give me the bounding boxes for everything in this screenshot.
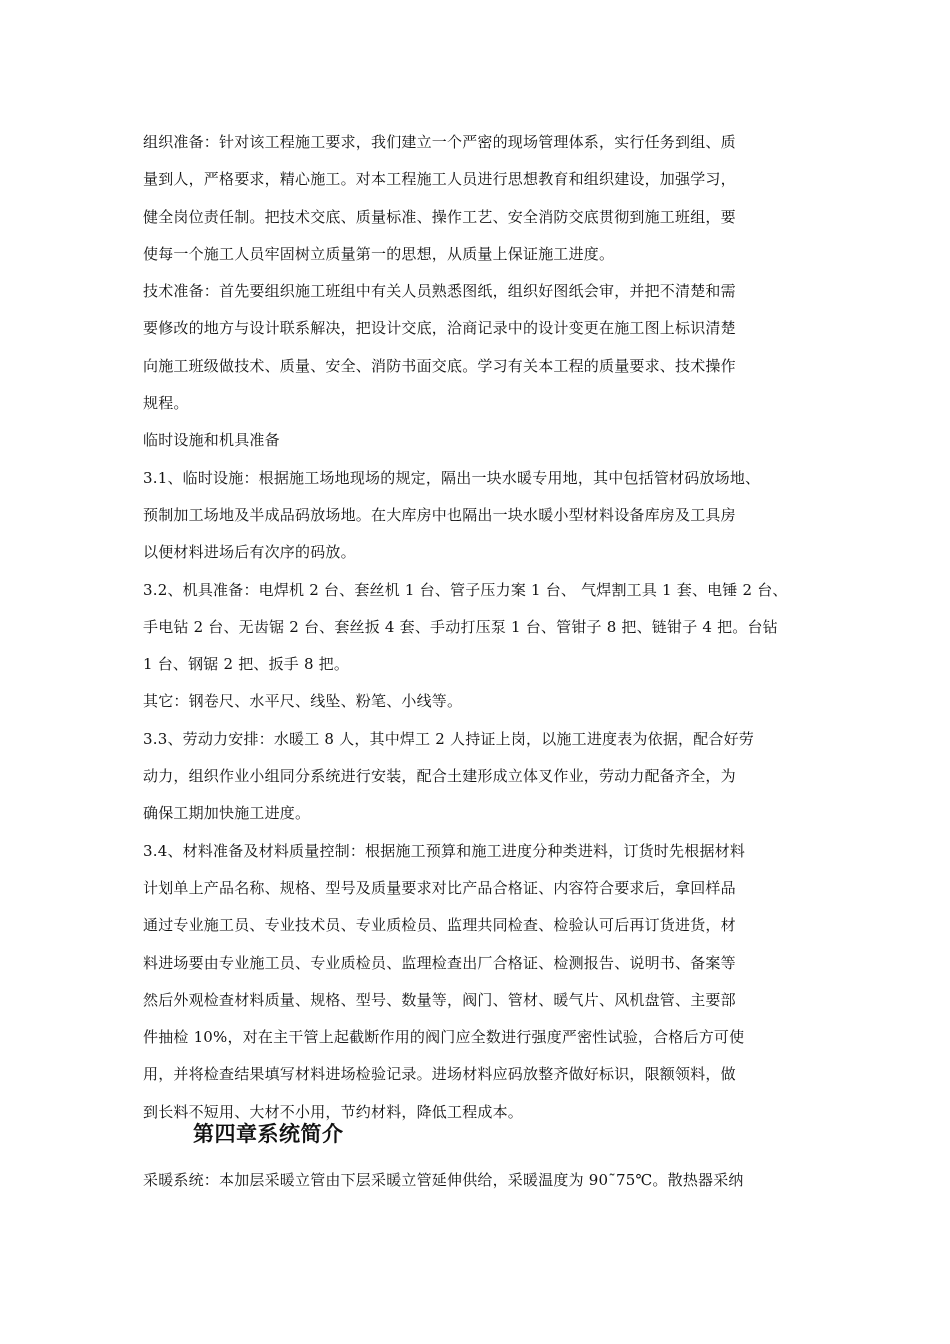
paragraph-organization-prep bbox=[143, 124, 815, 273]
text-line: 手电钻 2 台、无齿锯 2 台、套丝扳 4 套、手动打压泵 1 台、管钳子 8 把、链钳子 4 把。台钻 bbox=[143, 617, 778, 636]
text-line: 件抽检 10%，对在主干管上起截断作用的阀门应全数进行强度严密性试验，合格后方可使 bbox=[143, 1028, 745, 1047]
section-title-facilities bbox=[143, 422, 815, 459]
paragraph-equipment-prep bbox=[143, 572, 815, 684]
text-line: 使每一个施工人员牢固树立质量第一的思想，从质量上保证施工进度。 bbox=[143, 244, 615, 263]
text-line: 计划单上产品名称、规格、型号及质量要求对比产品合格证、内容符合要求后，拿回样品 bbox=[143, 878, 736, 897]
text-line: 3.3、劳动力安排：水暖工 8 人，其中焊工 2 人持证上岗，以施工进度表为依据，配合好劳 bbox=[143, 729, 755, 748]
text-line: 然后外观检查材料质量、规格、型号、数量等，阀门、管材、暖气片、风机盘管、主要部 bbox=[143, 990, 736, 1009]
text-line: 临时设施和机具准备 bbox=[143, 431, 280, 450]
text-line: 3.1、临时设施：根据施工场地现场的规定，隔出一块水暖专用地，其中包括管材码放场地、 bbox=[143, 468, 761, 487]
paragraph-labor bbox=[143, 721, 815, 833]
text-line: 采暖系统：本加层采暖立管由下层采暖立管延伸供给，采暖温度为 90˜75℃。散热器采纳 bbox=[143, 1171, 744, 1189]
text-line: 3.2、机具准备：电焊机 2 台、套丝机 1 台、管子压力案 1 台、 气焊割工具 1 套、电锤 2 台、 bbox=[143, 580, 788, 599]
paragraph-heating-system bbox=[143, 1162, 815, 1199]
chapter-body-text bbox=[143, 1162, 815, 1199]
text-line: 健全岗位责任制。把技术交底、质量标准、操作工艺、安全消防交底贯彻到施工班组，要 bbox=[143, 207, 736, 226]
text-line: 以便材料进场后有次序的码放。 bbox=[143, 543, 356, 562]
text-line: 规程。 bbox=[143, 394, 189, 413]
text-line: 动力，组织作业小组同分系统进行安装，配合土建形成立体叉作业，劳动力配备齐全，为 bbox=[143, 767, 736, 786]
text-line: 3.4、材料准备及材料质量控制：根据施工预算和施工进度分种类进料，订货时先根据材料 bbox=[143, 841, 746, 860]
text-line: 通过专业施工员、专业技术员、专业质检员、监理共同检查、检验认可后再订货进货，材 bbox=[143, 916, 736, 935]
chapter-heading: 第四章系统简介 bbox=[193, 1122, 344, 1146]
text-line: 到长料不短用、大材不小用，节约材料，降低工程成本。 bbox=[143, 1102, 524, 1121]
text-line: 料进场要由专业施工员、专业质检员、监理检查出厂合格证、检测报告、说明书、备案等 bbox=[143, 953, 736, 972]
paragraph-technical-prep bbox=[143, 273, 815, 422]
text-line: 量到人，严格要求，精心施工。对本工程施工人员进行思想教育和组织建设，加强学习， bbox=[143, 170, 736, 189]
text-line: 确保工期加快施工进度。 bbox=[143, 804, 311, 823]
paragraph-other-tools bbox=[143, 683, 815, 720]
text-line: 向施工班级做技术、质量、安全、消防书面交底。学习有关本工程的质量要求、技术操作 bbox=[143, 356, 736, 375]
text-line: 预制加工场地及半成品码放场地。在大库房中也隔出一块水暖小型材料设备库房及工具房 bbox=[143, 505, 736, 524]
paragraph-temporary-facilities bbox=[143, 460, 815, 572]
text-line: 组织准备：针对该工程施工要求，我们建立一个严密的现场管理体系，实行任务到组、质 bbox=[143, 133, 736, 151]
text-line: 1 台、钢锯 2 把、扳手 8 把。 bbox=[143, 655, 350, 674]
text-line: 要修改的地方与设计联系解决，把设计交底，洽商记录中的设计变更在施工图上标识清楚 bbox=[143, 319, 736, 338]
body-text bbox=[143, 124, 815, 1131]
text-line: 技术准备：首先要组织施工班组中有关人员熟悉图纸，组织好图纸会审，并把不清楚和需 bbox=[143, 282, 736, 301]
text-line: 用，并将检查结果填写材料进场检验记录。进场材料应码放整齐做好标识，限额领料，做 bbox=[143, 1065, 736, 1084]
text-line: 其它：钢卷尺、水平尺、线坠、粉笔、小线等。 bbox=[143, 692, 463, 711]
paragraph-materials bbox=[143, 833, 815, 1131]
